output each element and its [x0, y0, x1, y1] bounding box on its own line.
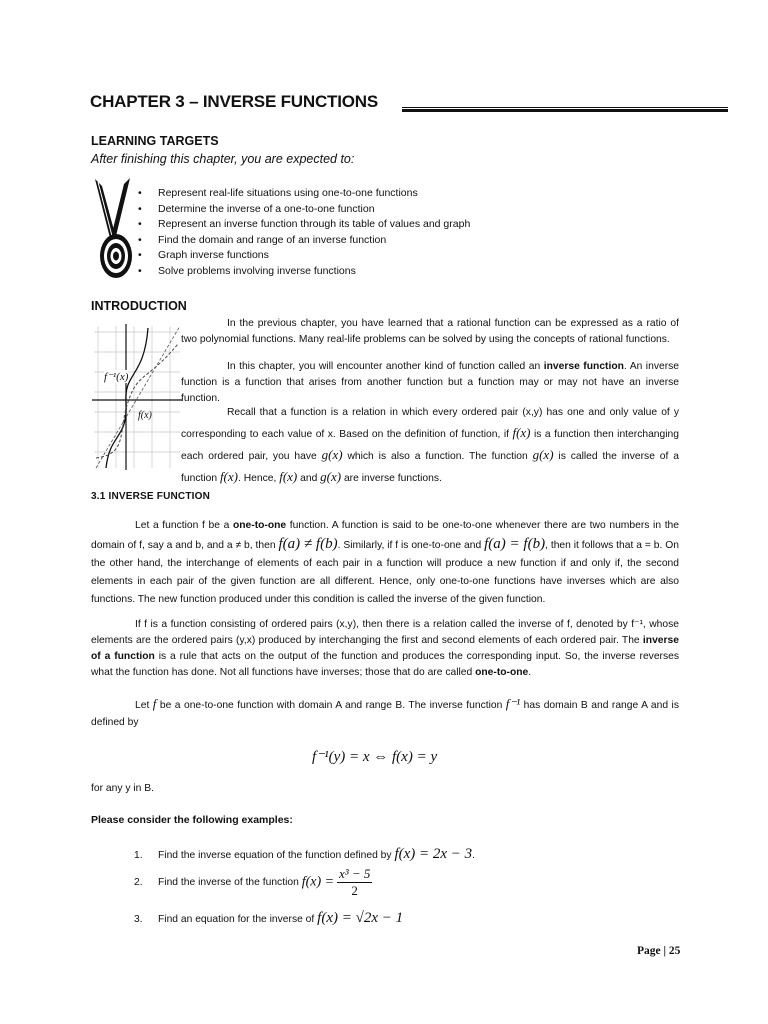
- example-item: 2. Find the inverse of the function f(x) = $\frac{\text{x³ − 5}}{2}$: [134, 866, 371, 898]
- fraction: $\frac{\text{x³ − 5}}{2}$: [338, 866, 371, 898]
- example-item: 1. Find the inverse equation of the function defined by f(x) = 2x − 3.: [134, 846, 476, 862]
- graph-label-f: f(x): [138, 410, 152, 421]
- section-paragraph-3: Let f be a one-to-one function with domain A and range B. The inverse function f⁻¹ has domain B and range A and is defined by: [91, 696, 679, 728]
- for-any-text: for any y in B.: [91, 783, 154, 794]
- page-number: Page | 25: [637, 945, 681, 957]
- list-item: • Solve problems involving inverse functions: [138, 264, 470, 280]
- intro-paragraph-1: In the previous chapter, you have learned that a rational function can be expressed as a ratio of two polynomial functions. Many real-life problems can be solved by using the concepts of rational functions.: [181, 318, 679, 345]
- list-item: • Represent real-life situations using one-to-one functions: [138, 186, 470, 202]
- section-paragraph-2: If f is a function consisting of ordered pairs (x,y), then there is a relation called the inverse of f, denoted by f⁻¹, whose elements are the ordered pairs (y,x) produced by interchanging the first and second elements of each ordered pair. The inverse of a function is a rule that acts on the output of the function and produces the corresponding input. So, the inverse reverses what the function has done. Not all functions have inverses; those that do are called one-to-one.: [91, 619, 679, 678]
- intro-paragraph-2: In this chapter, you will encounter another kind of function called an inverse function. An inverse function is a function that arises from another function but a function may or may not have an inverse function.: [181, 361, 679, 404]
- introduction-heading: INTRODUCTION: [91, 299, 187, 313]
- arrow-target-icon: [88, 176, 136, 284]
- list-item: • Determine the inverse of a one-to-one function: [138, 202, 470, 218]
- learning-targets-list: [138, 186, 470, 280]
- examples-heading: Please consider the following examples:: [91, 814, 293, 826]
- learning-targets-heading: LEARNING TARGETS: [91, 134, 219, 148]
- list-item: • Graph inverse functions: [138, 248, 470, 264]
- list-item: • Find the domain and range of an inverse function: [138, 233, 470, 249]
- title-rule: [402, 107, 728, 108]
- inverse-function-graph: [88, 322, 184, 472]
- chapter-title: CHAPTER 3 – INVERSE FUNCTIONS: [90, 92, 378, 111]
- inverse-definition-formula: f⁻¹(y) = x ⇔ f(x) = y: [312, 749, 438, 765]
- section-paragraph-1: Let a function f be a one-to-one function. A function is said to be one-to-one whenever there are two numbers in the domain of f, say a and b, and a ≠ b, then f(a) ≠ f(b). Similarly, if f is one-to-one and f(a) = f(b), then it follows that a = b. On the other hand, the interchange of elements of each pair in a function will produce a new function if and only if, the second elements in each pair of the given function are all different. Hence, only one-to-one functions have inverses which are also functions. The new function produced under this condition is called the inverse of the given function.: [91, 520, 680, 605]
- list-item: • Represent an inverse function through its table of values and graph: [138, 217, 470, 233]
- title-rule-thick: [402, 109, 728, 112]
- section-heading: 3.1 INVERSE FUNCTION: [91, 491, 211, 502]
- graph-label-inverse: f⁻¹(x): [104, 371, 129, 383]
- intro-paragraph-3: Recall that a function is a relation in which every ordered pair (x,y) has one and only value of y corresponding to each value of x. Based on the definition of function, if f(x) is a function then interchanging each ordered pair, you have g(x) which is also a function. The function g(x) is called the inverse of a function f(x). Hence, f(x) and g(x) are inverse functions.: [181, 407, 680, 484]
- example-item: 3. Find an equation for the inverse of f(x) = √2x − 1: [134, 910, 404, 926]
- learning-targets-subheading: After finishing this chapter, you are expected to:: [91, 152, 355, 166]
